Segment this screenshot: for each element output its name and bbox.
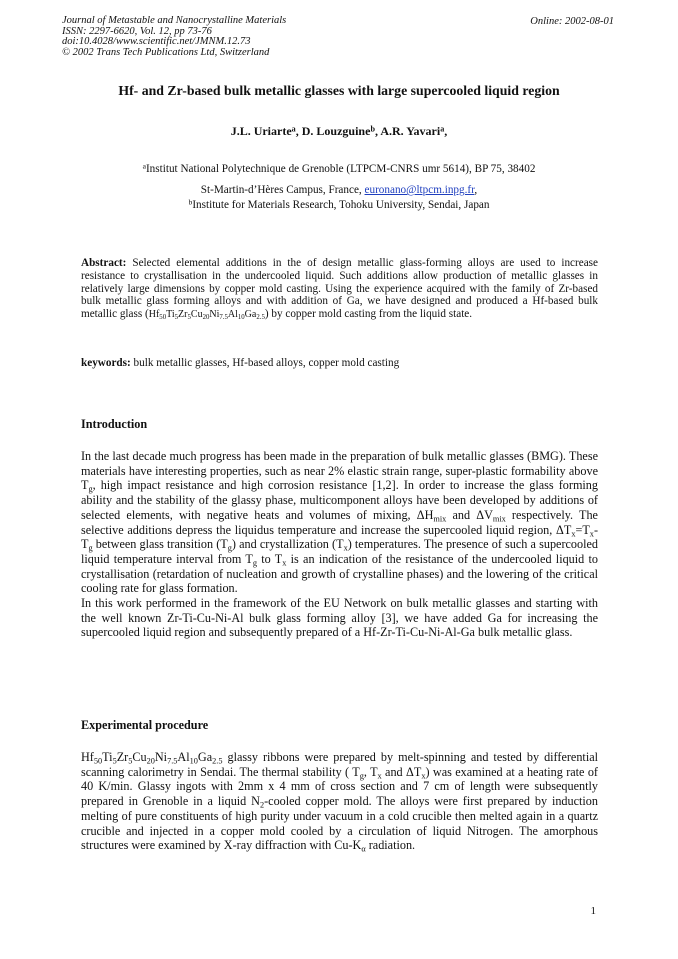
section-heading-experimental: Experimental procedure	[81, 718, 209, 732]
email-link[interactable]: euronano@ltpcm.inpg.fr	[364, 184, 475, 196]
author-affiliation-mark: a	[440, 124, 445, 134]
keywords: keywords: bulk metallic glasses, Hf-based alloys, copper mold casting	[81, 357, 400, 369]
alloy-formula: $Hf_{50}Ti_5Zr_5Cu_{20}Ni_{7.5}Al_{10}Ga_{2.5}$	[148, 309, 265, 322]
paragraph: In the last decade much progress has been made in the preparation of bulk metallic glasses (BMG). These materials have interesting properties, such as near 2% elastic strain range, super-plastic formability above $T_g$, high impact resistance and high corrosion resistance [1,2]. In order to increase the glass forming ability and the stability of the glassy phase, multicomponent alloys have been developed by additions of selected elements, with negative heats and volumes of mixing, $\Delta H_{mix}$ and $\Delta V_{mix}$ respectively. The selective additions depress the liquidus temperature and increase the supercooled liquid region, $\Delta T_x=T_x-T_g$ between glass transition $(T_g)$ and crystallization $(T_x)$ temperatures. The presence of such a supercooled liquid temperature interval from $T_g$ to $T_x$ is an indication of the resistance of the undercooled liquid to crystallisation (retardation of nucleation and growth of crystalline phases) and the lowering of the critical cooling rate for glass formation.	[81, 449, 598, 596]
keywords-label: keywords:	[81, 357, 131, 369]
author-name: D. Louzguine	[301, 124, 371, 138]
abstract: Abstract: Selected elemental additions in the of design metallic glass-forming alloys are used to increase resistance to crystallisation in the undercooled liquid. Such additions allow production of metallic glasses in relatively large dimensions by copper mold casting. Using the experience acquired with the family of Zr-based bulk metallic glass forming alloys and with addition of Ga, we have designed and produced a Hf-based bulk metallic glass $(Hf_{50}Ti_5Zr_5Cu_{20}Ni_{7.5}Al_{10}Ga_{2.5})$ by copper mold casting from the liquid state.	[81, 257, 598, 322]
author-name: J.L. Uriarte	[230, 124, 292, 138]
affiliation-a: $^a$Institut National Polytechnique de Grenoble (LTPCM-CNRS umr 5614), BP 75, 38402	[142, 161, 536, 175]
abstract-label: Abstract:	[81, 257, 127, 269]
paragraph: In this work performed in the framework of the EU Network on bulk metallic glasses and starting with the well known Zr-Ti-Cu-Ni-Al bulk glass forming alloy [3], we have added Ga for increasing the supercooled liquid region and subsequently prepared of a Hf-Zr-Ti-Cu-Ni-Al-Ga bulk metallic glass.	[81, 596, 598, 640]
section-heading-introduction: Introduction	[81, 417, 148, 431]
introduction-body	[81, 449, 598, 640]
journal-doi: doi:10.4028/www.scientific.net/JMNM.12.73	[62, 36, 251, 48]
author-affiliation-mark: b	[370, 124, 375, 134]
page-number: 1	[590, 905, 596, 917]
affiliation-b: $^b$Institute for Materials Research, Tohoku University, Sendai, Japan	[188, 197, 490, 211]
affiliation-a-line2: St-Martin-d’Hères Campus, France, euronano@ltpcm.inpg.fr,	[200, 184, 478, 196]
journal-header	[62, 16, 286, 58]
paragraph: $Hf_{50}Ti_5Zr_5Cu_{20}Ni_{7.5}Al_{10}Ga_{2.5}$ glassy ribbons were prepared by melt-spinning and tested by differential scanning calorimetry in Sendai. The thermal stability ( $T_g$, $T_x$ and $\Delta T_x$) was examined at a heating rate of 40 K/min. Glassy ingots with 2mm x 4 mm of cross section and 7 cm of length were subsequently prepared in Grenoble in a liquid $N_2$-cooled copper mold. The alloys were first prepared by induction melting of pure constituents of high purity under vacuum in a cold crucible then melted again in a quartz crucible and injected in a copper mold cooled by a circulation of liquid Nitrogen. The amorphous structures were examined by X-ray diffraction with $Cu-K_\alpha$ radiation.	[81, 750, 598, 854]
paper-title: Hf- and Zr-based bulk metallic glasses with large supercooled liquid region	[118, 83, 560, 98]
journal-name: Journal of Metastable and Nanocrystalline Materials	[62, 15, 287, 26]
author-list: J.L. Uriarte$^a$, D. Louzguine$^b$, A.R. Yavari$^a$,	[230, 124, 448, 138]
alloy-formula: $Hf_{50}Ti_5Zr_5Cu_{20}Ni_{7.5}Al_{10}Ga_{2.5}$	[81, 750, 223, 766]
author-name: A.R. Yavari	[380, 124, 441, 138]
online-date: Online: 2002-08-01	[530, 16, 614, 27]
journal-issn: ISSN: 2297-6620, Vol. 12, pp 73-76	[62, 25, 212, 37]
author-affiliation-mark: a	[291, 124, 296, 134]
journal-copyright: © 2002 Trans Tech Publications Ltd, Switzerland	[62, 46, 270, 58]
experimental-body	[81, 750, 598, 853]
